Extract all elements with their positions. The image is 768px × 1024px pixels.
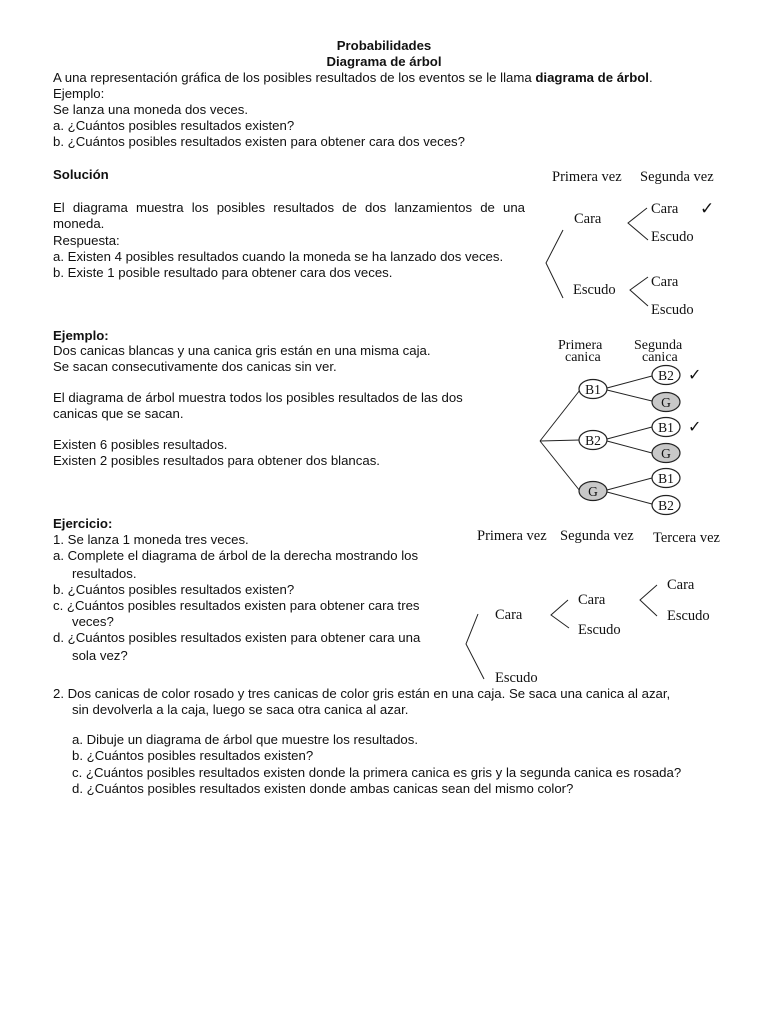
example2-label: Ejemplo: <box>53 328 109 343</box>
marble-tree-branch <box>607 492 652 504</box>
example2-paragraph-line2: canicas que se sacan. <box>53 406 184 421</box>
marble-g-then-b1-label: B1 <box>658 471 674 486</box>
exercise-item2-question-b: b. ¿Cuántos posibles resultados existen? <box>72 748 314 763</box>
exercise-d-line1: d. ¿Cuántos posibles resultados existen para obtener cara una <box>53 630 421 645</box>
marble-tree-branch <box>607 376 652 388</box>
marble-b1-then-b2-label: B2 <box>658 368 674 383</box>
example2-result1: Existen 6 posibles resultados. <box>53 437 228 452</box>
marble-tree-branch <box>607 390 652 401</box>
coin-tree-header-second: Segunda vez <box>640 169 714 185</box>
exercise-item2-line2: sin devolverla a la caja, luego se saca otra canica al azar. <box>72 702 409 717</box>
marble-b2-then-b1-label: B1 <box>658 420 674 435</box>
intro-term: diagrama de árbol <box>535 70 649 85</box>
example2-line1: Dos canicas blancas y una canica gris están en una misma caja. <box>53 343 431 358</box>
exercise-tree-level2-branch <box>640 585 657 616</box>
page-subtitle: Diagrama de árbol <box>326 54 442 69</box>
coin-tree-leaf-cara-2: Cara <box>651 274 679 290</box>
marble-tree-root-branch-b2 <box>540 440 580 441</box>
coin-tree-node-escudo: Escudo <box>573 282 616 298</box>
solution-paragraph: El diagrama muestra los posibles resultados de dos lanzamientos de una moneda. <box>53 200 525 231</box>
marble-g-then-b2-label: B2 <box>658 498 674 513</box>
marble-tree-check-icon: ✓ <box>688 419 702 436</box>
exercise-tree-level2-cara: Cara <box>578 592 606 608</box>
coin-tree-cara-branch <box>628 208 648 240</box>
exercise-item2-question-a: a. Dibuje un diagrama de árbol que muestre los resultados. <box>72 732 419 747</box>
solution-answer-label: Respuesta: <box>53 233 120 248</box>
example1-statement: Se lanza una moneda dos veces. <box>53 102 249 117</box>
coin-tree-leaf-escudo-1: Escudo <box>651 229 694 245</box>
page-title: Probabilidades <box>336 38 432 53</box>
exercise-a-line2: resultados. <box>72 566 137 581</box>
exercise-item2-line1: 2. Dos canicas de color rosado y tres canicas de color gris están en una caja. Se saca una canica al azar, <box>53 686 671 701</box>
solution-answer-a: a. Existen 4 posibles resultados cuando la moneda se ha lanzado dos veces. <box>53 249 504 264</box>
exercise-tree-diagram <box>460 520 730 690</box>
marble-tree-header1-line2: canica <box>565 350 601 365</box>
example1-question-b: b. ¿Cuántos posibles resultados existen para obtener cara dos veces? <box>53 134 465 149</box>
exercise-d-line2: sola vez? <box>72 648 128 663</box>
exercise-tree-header-third: Tercera vez <box>653 530 720 546</box>
exercise-tree-level2-escudo: Escudo <box>578 622 621 638</box>
example2-paragraph-line1: El diagrama de árbol muestra todos los posibles resultados de las dos <box>53 390 463 405</box>
marble-b1-label: B1 <box>585 382 601 397</box>
exercise-tree-node-cara: Cara <box>495 607 523 623</box>
exercise-a-line1: a. Complete el diagrama de árbol de la derecha mostrando los <box>53 548 419 563</box>
marble-tree-branch <box>607 427 652 439</box>
exercise-item2-question-d: d. ¿Cuántos posibles resultados existen donde ambas canicas sean del mismo color? <box>72 781 574 796</box>
intro-period: . <box>648 70 653 85</box>
coin-tree-escudo-branch <box>630 277 648 306</box>
marble-g-label: G <box>588 484 598 499</box>
coin-tree-root-branch <box>546 230 563 298</box>
example1-label: Ejemplo: <box>53 86 105 101</box>
exercise-b: b. ¿Cuántos posibles resultados existen? <box>53 582 295 597</box>
marble-tree-diagram <box>530 333 730 523</box>
exercise-tree-root-branch <box>466 614 484 679</box>
coin-tree-leaf-escudo-2: Escudo <box>651 302 694 318</box>
exercise-tree-header-second: Segunda vez <box>560 528 634 544</box>
exercise-label: Ejercicio: <box>53 516 113 531</box>
exercise-c-line1: c. ¿Cuántos posibles resultados existen para obtener cara tres <box>53 598 420 613</box>
marble-tree-root-branch-g <box>540 441 580 491</box>
coin-tree-node-cara: Cara <box>574 211 602 227</box>
coin-tree-diagram <box>530 160 740 325</box>
exercise-item2-question-c: c. ¿Cuántos posibles resultados existen donde la primera canica es gris y la segunda canica es rosada? <box>72 765 682 780</box>
exercise-c-line2: veces? <box>72 614 114 629</box>
marble-tree-branch <box>607 441 652 453</box>
solution-answer-b: b. Existe 1 posible resultado para obtener cara dos veces. <box>53 265 393 280</box>
exercise-tree-header-first: Primera vez <box>477 528 547 544</box>
marble-tree-check-icon: ✓ <box>688 367 702 384</box>
example2-line2: Se sacan consecutivamente dos canicas sin ver. <box>53 359 337 374</box>
marble-b2-label: B2 <box>585 433 601 448</box>
exercise-item1: 1. Se lanza 1 moneda tres veces. <box>53 532 249 547</box>
exercise-tree-level3-cara: Cara <box>667 577 695 593</box>
marble-b1-then-g-label: G <box>661 395 671 410</box>
example1-question-a: a. ¿Cuántos posibles resultados existen? <box>53 118 295 133</box>
example2-result2: Existen 2 posibles resultados para obtener dos blancas. <box>53 453 380 468</box>
marble-tree-header1-line1: Primera <box>558 338 603 353</box>
coin-tree-leaf-cara-1: Cara <box>651 201 679 217</box>
exercise-tree-level3-escudo: Escudo <box>667 608 710 624</box>
exercise-tree-cara-branch <box>551 600 569 628</box>
exercise-tree-node-escudo: Escudo <box>495 670 538 686</box>
marble-b2-then-g-label: G <box>661 446 671 461</box>
marble-tree-branch <box>607 478 652 490</box>
marble-tree-header2-line1: Segunda <box>634 338 683 353</box>
solution-heading: Solución <box>53 167 109 182</box>
marble-tree-header2-line2: canica <box>642 350 678 365</box>
intro-text: A una representación gráfica de los posibles resultados de los eventos se le llama <box>53 70 536 85</box>
coin-tree-check-icon: ✓ <box>700 199 715 218</box>
intro-paragraph <box>53 70 653 86</box>
marble-tree-root-branch-b1 <box>540 390 580 441</box>
coin-tree-header-first: Primera vez <box>552 169 622 185</box>
